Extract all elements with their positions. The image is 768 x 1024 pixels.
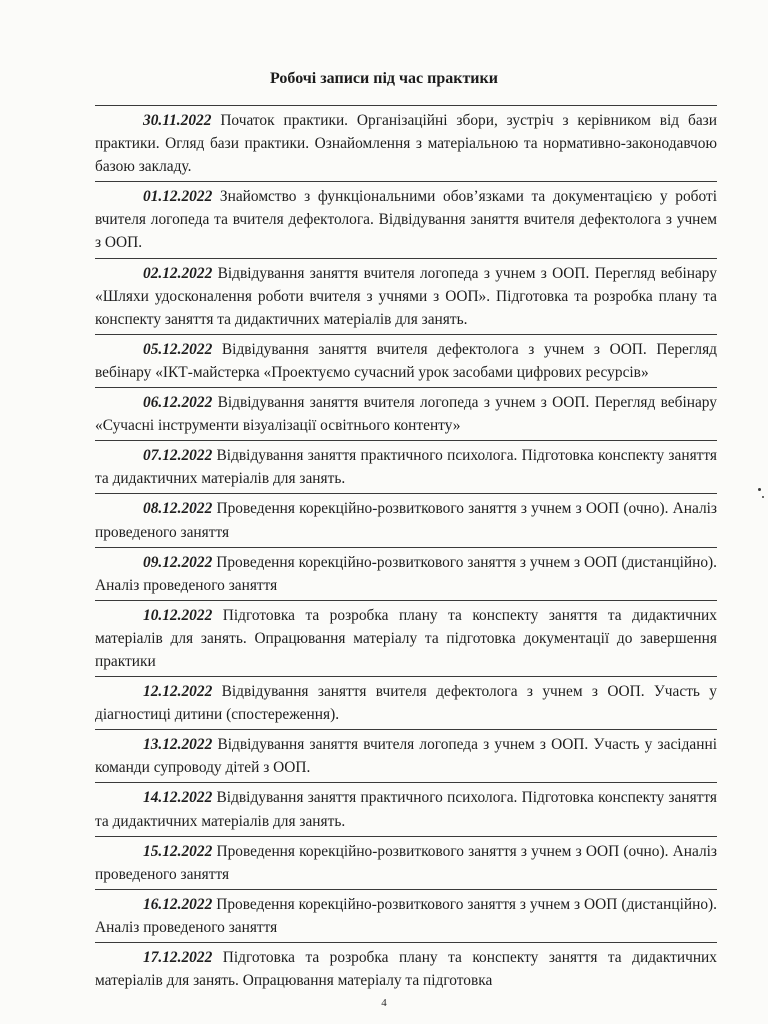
- entry-text: Підготовка та розробка плану та конспекту заняття та дидактичних матеріалів для занять. Опрацювання матеріалу та підготовка: [95, 949, 717, 990]
- entry-date: 30.11.2022: [143, 112, 212, 129]
- entry-date: 06.12.2022: [143, 394, 213, 412]
- journal-entry: [95, 547, 717, 600]
- entry-text: Проведення корекційно-розвиткового заняття з учнем з ООП (дистанційно). Аналіз проведеного заняття: [95, 553, 717, 594]
- scan-speck: [762, 496, 764, 498]
- journal-entries-list: [95, 105, 717, 995]
- entry-text: Відвідування заняття практичного психолога. Підготовка конспекту заняття та дидактичних матеріалів для занять.: [95, 447, 717, 488]
- entry-date: 07.12.2022: [143, 447, 213, 465]
- entry-text: Відвідування заняття вчителя логопеда з учнем з ООП. Участь у засіданні команди супроводу дітей з ООП.: [95, 736, 717, 777]
- journal-entry: [95, 676, 717, 729]
- entry-date: 09.12.2022: [143, 553, 213, 571]
- entry-text: Відвідування заняття вчителя логопеда з учнем з ООП. Перегляд вебінару «Сучасні інструменти візуалізації освітнього контенту»: [95, 394, 717, 435]
- entry-text: Знайомство з функціональними обов’язками та документацією у роботі вчителя логопеда та вчителя дефектолога. Відвідування заняття вчителя дефектолога з учнем з ООП.: [95, 188, 717, 252]
- entry-text: Відвідування заняття практичного психолога. Підготовка конспекту заняття та дидактичних матеріалів для занять.: [95, 789, 717, 830]
- entry-date: 12.12.2022: [143, 683, 213, 701]
- journal-entry: [95, 181, 717, 257]
- entry-date: 05.12.2022: [143, 340, 213, 358]
- entry-date: 10.12.2022: [143, 606, 213, 624]
- entry-text: Підготовка та розробка плану та конспекту заняття та дидактичних матеріалів для занять. Опрацювання матеріалу та підготовка документації до завершення практики: [95, 606, 717, 670]
- entry-date: 13.12.2022: [143, 736, 213, 754]
- entry-text: Початок практики. Організаційні збори, зустріч з керівником від бази практики. Огляд бази практики. Ознайомлення з матеріальною та нормативно-законодавчою базою закладу.: [95, 112, 717, 176]
- entry-text: Проведення корекційно-розвиткового заняття з учнем з ООП (очно). Аналіз проведеного заняття: [95, 842, 718, 883]
- journal-entry: [95, 440, 717, 493]
- entry-text: Проведення корекційно-розвиткового заняття з учнем з ООП (дистанційно). Аналіз проведеного заняття: [95, 895, 717, 936]
- journal-entry: [95, 258, 717, 334]
- entry-date: 15.12.2022: [143, 842, 213, 860]
- journal-entry: [95, 836, 717, 889]
- entry-date: 17.12.2022: [143, 949, 213, 966]
- entry-date: 16.12.2022: [143, 895, 213, 913]
- journal-entry: [95, 105, 717, 181]
- journal-entry: [95, 889, 717, 942]
- page-number: 4: [381, 997, 387, 1009]
- entry-text: Відвідування заняття вчителя дефектолога з учнем з ООП. Участь у діагностиці дитини (спостереження).: [95, 683, 717, 724]
- journal-entry: [95, 387, 717, 440]
- entry-text: Відвідування заняття вчителя дефектолога з учнем з ООП. Перегляд вебінару «ІКТ-майстерка «Проектуємо сучасний урок засобами цифрових ресурсів»: [95, 340, 717, 381]
- entry-date: 02.12.2022: [143, 264, 213, 282]
- entry-date: 01.12.2022: [143, 188, 213, 206]
- journal-entry: [95, 729, 717, 782]
- journal-entry: [95, 493, 717, 546]
- entry-date: 14.12.2022: [143, 789, 213, 807]
- entry-date: 08.12.2022: [143, 500, 213, 518]
- journal-entry: [95, 600, 717, 676]
- page-title: Робочі записи під час практики: [270, 70, 498, 87]
- entry-text: Проведення корекційно-розвиткового заняття з учнем з ООП (очно). Аналіз проведеного заняття: [95, 500, 718, 541]
- scan-speck: [758, 488, 761, 491]
- journal-entry: [95, 334, 717, 387]
- journal-entry: [95, 782, 717, 835]
- journal-entry: [95, 942, 717, 995]
- entry-text: Відвідування заняття вчителя логопеда з учнем з ООП. Перегляд вебінару «Шляхи удосконалення роботи вчителя з учнями з ООП». Підготовка та розробка плану та конспекту заняття та дидактичних матеріалів для занять.: [95, 264, 717, 328]
